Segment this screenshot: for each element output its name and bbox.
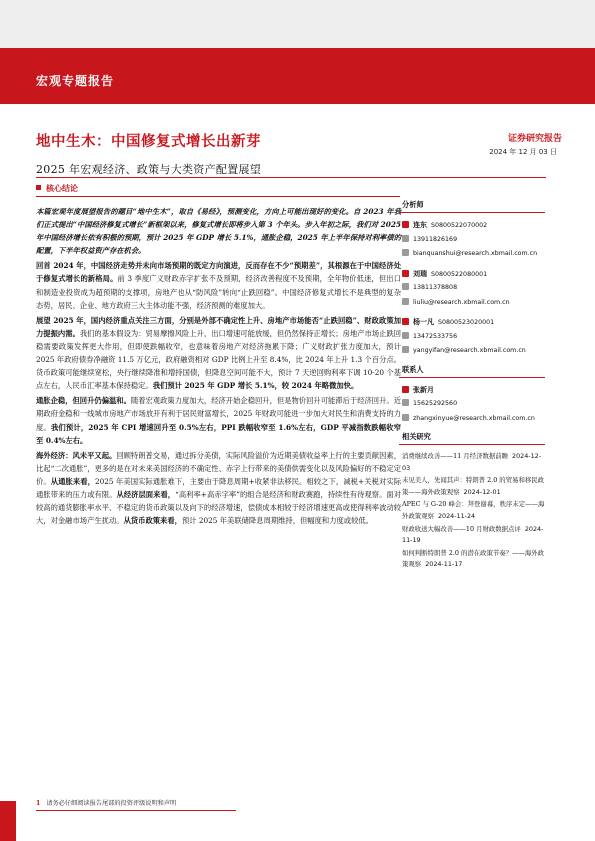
- contact-name-row: [402, 383, 545, 398]
- review-text: 前 3 季度广义财政赤字扩张不及预期，经济改善程度不及预期，全年物价低迷，但出口和制造业投资成为超预期的支撑项，房地产也从“防风险”转向“止跌回稳”。中国经济修复式增长不是典型的复杂态势，居民、企业、地方政府三大主体动能不强，经济预测的难度加大。: [36, 274, 402, 310]
- email-icon: [402, 298, 409, 305]
- related-item[interactable]: [402, 548, 545, 571]
- phone-icon: [402, 235, 409, 242]
- contacts-heading: 联系人: [399, 365, 545, 378]
- related-title: 消费继续改善——11 月经济数据前瞻: [402, 452, 509, 460]
- review-lead: 回首 2024 年，中国经济走势并未向市场预期的既定方向演进，反而存在不少“预期差”，其根源在于中国经济处于修复式增长的新格局。: [36, 261, 401, 284]
- related-date: 2024-11-24: [437, 511, 476, 520]
- outlook-lead: 展望 2025 年，国内经济重点关注三方面，分别是外部不确定性上升、房地产市场能否“止跌回稳”、财政政策加力提振内需。: [36, 315, 401, 338]
- overseas-lead: 海外经济：风未平又起。: [36, 450, 117, 460]
- inflation-conclusion: 我们预计，2025 年 CPI 增速回升至 0.5%左右，PPI 跌幅收窄至 1.6%左右，GDP 平减指数跌幅收窄至 0.4%左右。: [36, 422, 401, 445]
- person-icon: [402, 270, 409, 277]
- inflation-lead: 通胀企稳，但回升仍偏温和。: [36, 396, 131, 406]
- person-icon: [402, 221, 409, 228]
- core-conclusion-heading: [36, 183, 78, 194]
- analyst-license: S0800522070002: [431, 222, 488, 229]
- contact-card: [399, 383, 545, 427]
- contact-email[interactable]: zhangxinyue@research.xbmail.com.cn: [413, 414, 535, 422]
- contact-phone-row: [402, 397, 545, 412]
- footer-disclaimer: 请务必仔细阅读报告尾部的投资评级说明和声明: [46, 800, 177, 807]
- email-icon: [402, 346, 409, 353]
- analyst-phone-row: [402, 233, 545, 248]
- analyst-phone-row: [402, 281, 545, 296]
- related-date: 2024-11-19: [402, 524, 544, 545]
- related-item[interactable]: [402, 451, 545, 474]
- page-number: 1: [36, 800, 41, 807]
- banner-top-band: [0, 0, 595, 48]
- footer-corner-block: [0, 801, 16, 841]
- outlook-text: 我们的基本假设为：贸易摩擦风险上升，出口增速可能放缓，但仍然保持正增长；房地产市场止跌回稳需要政策发挥更大作用，但即使跌幅收窄，也意味着房地产对经济拖累下降；广义财政扩张力度加大，预计 2025 年政府债券净融资 11.5 万亿元，政府融资相对 GDP 比例上升至 8.4%，比 2024 年上升 1.3 个百分点。货币政策可能继续宽松，央行继续降准和增持国债，但降息空间可能不大，预计 7 天逆回购利率下调 10-20 个基点左右，人民币汇率基本保持稳定。: [36, 328, 402, 391]
- related-title: 如何判断特朗普 2.0 的潜在政策节奏？——海外政策观察: [402, 548, 545, 569]
- related-item[interactable]: [402, 475, 545, 498]
- analyst-license: S0800523020001: [438, 319, 495, 326]
- analysts-heading: 分析师: [399, 200, 545, 213]
- contact-name: 张新月: [413, 384, 434, 394]
- report-title: 地中生木：中国修复式增长出新芽: [36, 133, 261, 150]
- contact-email-row: [402, 412, 545, 427]
- analyst-phone: 13811378808: [413, 284, 458, 291]
- analyst-name-row: [402, 315, 545, 330]
- phone-icon: [402, 399, 409, 406]
- related-item[interactable]: [402, 499, 545, 522]
- email-icon: [402, 414, 409, 421]
- person-icon: [402, 386, 409, 393]
- analyst-name-row: [402, 267, 545, 282]
- outlook-conclusion: 我们预计 2025 年 GDP 增长 5.1%，较 2024 年略微加快。: [152, 381, 359, 391]
- analyst-phone: 13472533756: [413, 332, 458, 340]
- paragraph-intro: [36, 205, 401, 257]
- intro-text: 本篇宏观年度展望报告的题目“地中生木”，取自《易经》，预测变化，方向上可能出现好的变化。自 2023 年我们正式提出“中国经济修复式增长”新框架以来，修复式增长即将步入第 3 个年头。步入年初之际，我们对 2025 年中国经济增长依有积极的预期，预计 2025 年 GDP 增长 5.1%，通胀企稳，2025 年上半年保持对利率债的配置，下半年权益资产存在机会。: [36, 207, 401, 256]
- analyst-name: 刘瑞: [413, 268, 427, 278]
- banner-title: 宏观专题报告: [36, 74, 115, 88]
- inflation-text: 随着宏观政策力度加大，经济开始企稳回升，但是物价回升可能滞后于经济回升。近期政府金稳和一线城市房地产市场放开有利于居民财富增长，2025 年财政可能进一步加大对民生和消费支持的力度。: [36, 396, 402, 432]
- email-icon: [402, 249, 409, 256]
- analyst-card: [399, 315, 545, 359]
- paragraph-overseas: [36, 449, 401, 528]
- analyst-phone-row: [402, 330, 545, 345]
- analyst-email-row: [402, 247, 545, 262]
- section-divider: [36, 196, 400, 197]
- report-date: 2024 年 12 月 03 日: [489, 148, 557, 156]
- overseas-monetary-text: 预计 2025 年美联储降息周期维持，但幅度和力度或较低。: [181, 516, 373, 526]
- analyst-name-row: [402, 218, 545, 233]
- report-type-label: 证券研究报告: [507, 134, 562, 144]
- phone-icon: [402, 332, 409, 339]
- analyst-name: 杨一凡: [413, 317, 434, 326]
- analyst-email[interactable]: yangyifan@research.xbmail.com.cn: [413, 347, 526, 354]
- related-research-heading: 相关研究: [399, 432, 545, 445]
- analyst-email[interactable]: liuliu@research.xbmail.com.cn: [413, 298, 510, 306]
- paragraph-inflation: [36, 394, 401, 446]
- related-date: 2024-12-03: [402, 452, 542, 472]
- analyst-card: [399, 218, 545, 262]
- phone-icon: [402, 283, 409, 290]
- footer: [36, 798, 176, 807]
- related-date: 2024-12-01: [463, 487, 501, 496]
- related-title: 未见美人，先闻其声：特朗普 2.0 的贸易和移民政策——海外政策观察: [402, 476, 545, 496]
- related-date: 2024-11-17: [425, 560, 463, 569]
- related-title: APEC 与 G-20 峰会：拜登谢幕，秩序未定——海外政策观察: [402, 500, 545, 520]
- overseas-economy-lead: 从经济层面来看，: [116, 489, 176, 499]
- analyst-name: 连东: [413, 220, 427, 229]
- title-divider: [36, 177, 546, 178]
- overseas-text: 回顾特朗普交易，通过拆分美债，实际风险溢价为近期美债收益率上行的主要贡献因素，比起“二次通胀”，更多的是在对未来美国经济的不确定性、赤字上行带来的美债供需变化以及风险偏好的不稳定定价。: [36, 450, 402, 486]
- report-subtitle: 2025 年宏观经济、政策与大类资产配置展望: [36, 163, 262, 176]
- paragraph-review: [36, 259, 401, 311]
- person-icon: [402, 318, 409, 325]
- related-title: 财政收送大幅改善——10 月财政数据点评: [402, 524, 521, 533]
- contact-phone: 15625292560: [413, 400, 458, 407]
- analyst-phone: 13911826169: [413, 235, 458, 243]
- overseas-monetary-lead: 从货币政策来看，: [123, 516, 182, 526]
- sidebar: [399, 200, 545, 572]
- related-research-list: [399, 451, 545, 571]
- overseas-inflation-lead: 从通胀来看，: [50, 476, 95, 486]
- analyst-card: [399, 267, 545, 311]
- paragraph-outlook: [36, 314, 401, 393]
- core-conclusion-label: 核心结论: [46, 183, 78, 193]
- related-item[interactable]: [402, 524, 545, 547]
- bullet-square-icon: [36, 185, 41, 190]
- analyst-email-row: [402, 344, 545, 359]
- footer-rule: [36, 810, 236, 811]
- analyst-email-row: [402, 296, 545, 311]
- overseas-economy-text: “高利率+高赤字率”的组合是经济和财政赛跑，持续性有待观察。面对较高的通货膨胀率水平、不稳定的货币政策以及向下的经济增速，偿债成本相较于经济增速更高或使得利率波动较大，对金融市场产生扰动。: [36, 489, 402, 526]
- overseas-inflation-text: 2025 年美国实际通胀难下，主要由于降息周期+收紧非法移民。相较之下，减税+关税对实际通胀带来的压力或有限。: [36, 476, 402, 499]
- main-body: [36, 205, 401, 529]
- analyst-email[interactable]: bianquanshui@research.xbmail.com.cn: [413, 250, 538, 257]
- analyst-license: S0800522080001: [431, 270, 488, 278]
